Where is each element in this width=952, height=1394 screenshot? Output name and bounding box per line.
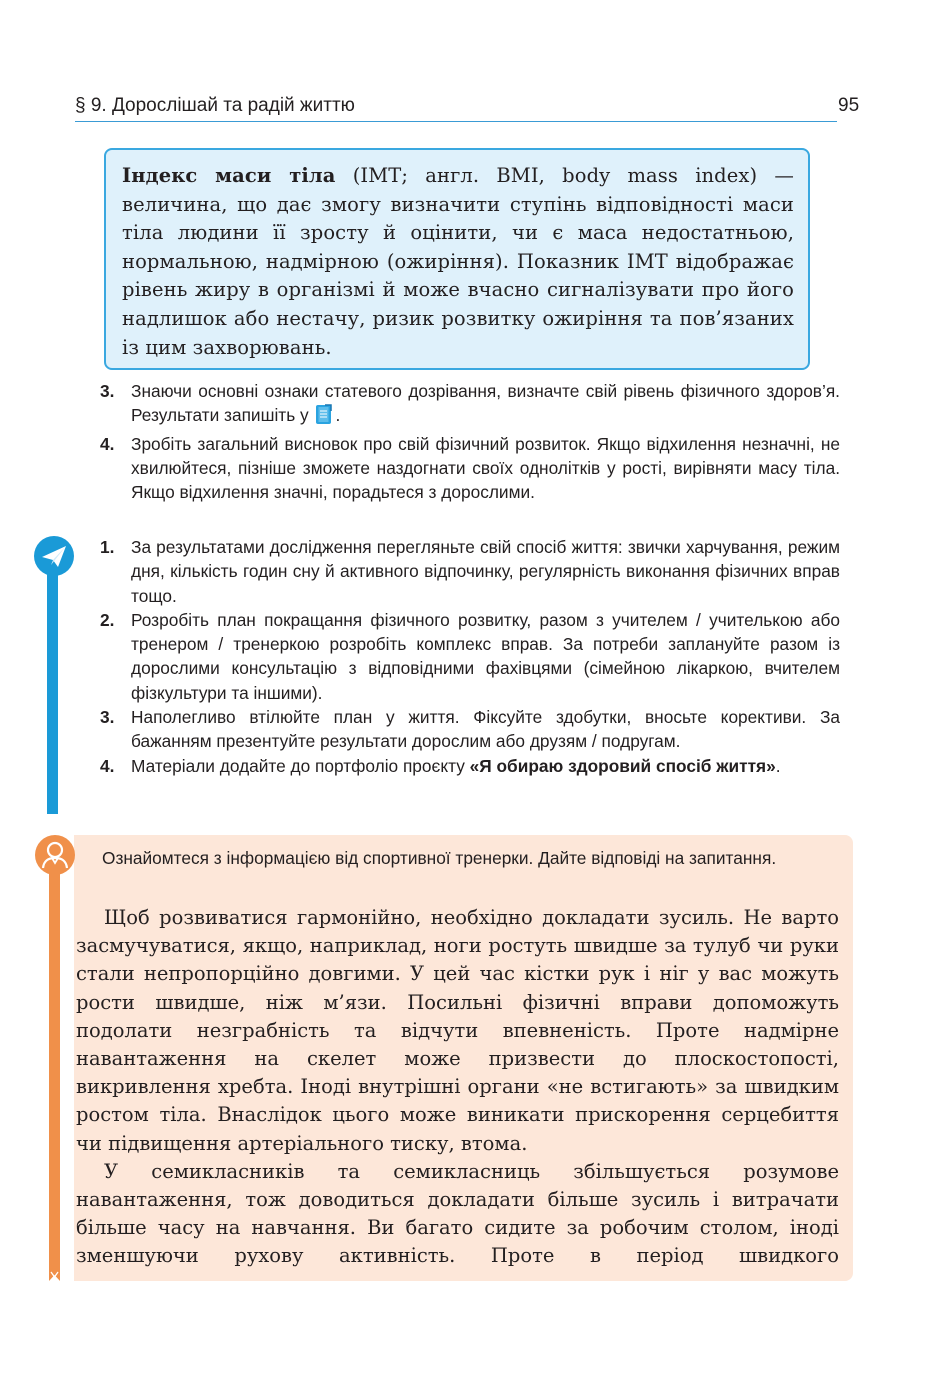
item-text: Розробіть план покращання фізичного розвитку, разом з учителем / учителькою або тренером / тренеркою розробіть комплекс вправ. За потреби заплануйте разом із дорослими консультацію з відповідними фахівцями (сімейною лікаркою, вчителем фізкультури та іншими). (131, 609, 840, 703)
definition-text (122, 162, 794, 362)
item-number: 2. (100, 609, 115, 630)
orange-side-bar (49, 863, 60, 1271)
item-text-end: . (775, 755, 781, 776)
item-text-end: . (335, 405, 341, 426)
item-number: 3. (100, 381, 115, 401)
action-plan-list (100, 535, 840, 778)
item-text: Наполегливо втілюйте план у життя. Фіксуйте здобутки, вносьте корективи. За бажанням презентуйте результати дорослим або друзям / подругам. (131, 707, 840, 752)
project-title: «Я обираю здоровий спосіб життя» (469, 755, 776, 776)
page-header (75, 95, 837, 122)
page-number: 95 (838, 95, 860, 116)
definition-box (104, 148, 810, 370)
blue-side-bar (47, 562, 58, 814)
definition-term: Індекс маси тіла (122, 164, 336, 187)
article-paragraph: Щоб розвиватися гармонійно, необхідно докладати зусиль. Не варто засмучуватися, якщо, наприклад, ноги ростуть швидше за тулуб чи руки стали непропорційно довгими. У цей час кістки рук і ніг у вас можуть рости швидше, ніж м’язи. Посильні фізичні вправи допоможуть подолати незграбність та відчути впевненість. Проте надмірне навантаження на скелет може призвести до плоскостопості, викривлення хребта. Іноді внутрішні органи «не встигають» за швидким ростом тіла. Внаслідок цього може виникати прискорення серцебиття чи підвищення артеріального тиску, втома. (76, 906, 839, 1155)
self-assessment-list (100, 379, 840, 504)
list-item (100, 379, 840, 432)
paper-plane-icon (33, 535, 75, 582)
item-text: За результатами дослідження перегляньте свій спосіб життя: звички харчування, режим дня, кількість годин сну й активного відпочинку, регулярність виконання фізичних вправ тощо. (131, 537, 840, 606)
item-number: 3. (100, 707, 115, 728)
list-item (100, 705, 840, 754)
definition-body: (ІМТ; англ. BMI, body mass index) — величина, що дає змогу визначити ступінь відповідності маси тіла людини її зросту й оцінити, чи є маса недостатньою, нормальною, надмірною (ожиріння). Показник ІМТ відображає рівень жиру в організмі й може вчасно сигналізувати про його надлишок або нестачу, ризик розвитку ожиріння та пов’язаних із цим захворювань. (122, 164, 795, 359)
notebook-icon (314, 403, 334, 431)
coach-icon (34, 834, 76, 881)
item-number: 4. (100, 755, 115, 776)
item-number: 4. (100, 433, 115, 454)
section-title: § 9. Дорослішай та радій життю (75, 95, 355, 116)
list-item (100, 432, 840, 505)
list-item (100, 608, 840, 705)
list-item (100, 535, 840, 608)
coach-article (76, 904, 839, 1271)
list-item (100, 754, 840, 778)
item-text: Зробіть загальний висновок про свій фізичний розвиток. Якщо відхилення незначні, не хвилюйтеся, пізніше зможете наздогнати своїх однолітків у рості, вирівняти масу тіла. Якщо відхилення значні, порадьтеся з дорослими. (131, 433, 840, 503)
bar-arrow-tip (49, 1268, 60, 1286)
item-number: 1. (100, 537, 115, 557)
item-text: Знаючи основні ознаки статевого дозрівання, визначте свій рівень фізичного здоров’я. Результати запишіть у (131, 381, 840, 426)
coach-task: Ознайомтеся з інформацією від спортивної тренерки. Дайте відповіді на запитання. (102, 848, 777, 868)
item-text: Матеріали додайте до портфоліо проєкту (131, 755, 470, 776)
article-paragraph: У семикласників та семикласниць збільшується розумове навантаження, тож доводиться докладати більше зусиль і витрачати більше часу на навчання. Ви багато сидите за робочим столом, іноді зменшуючи рухову активність. Проте в період швидкого (76, 1159, 839, 1268)
